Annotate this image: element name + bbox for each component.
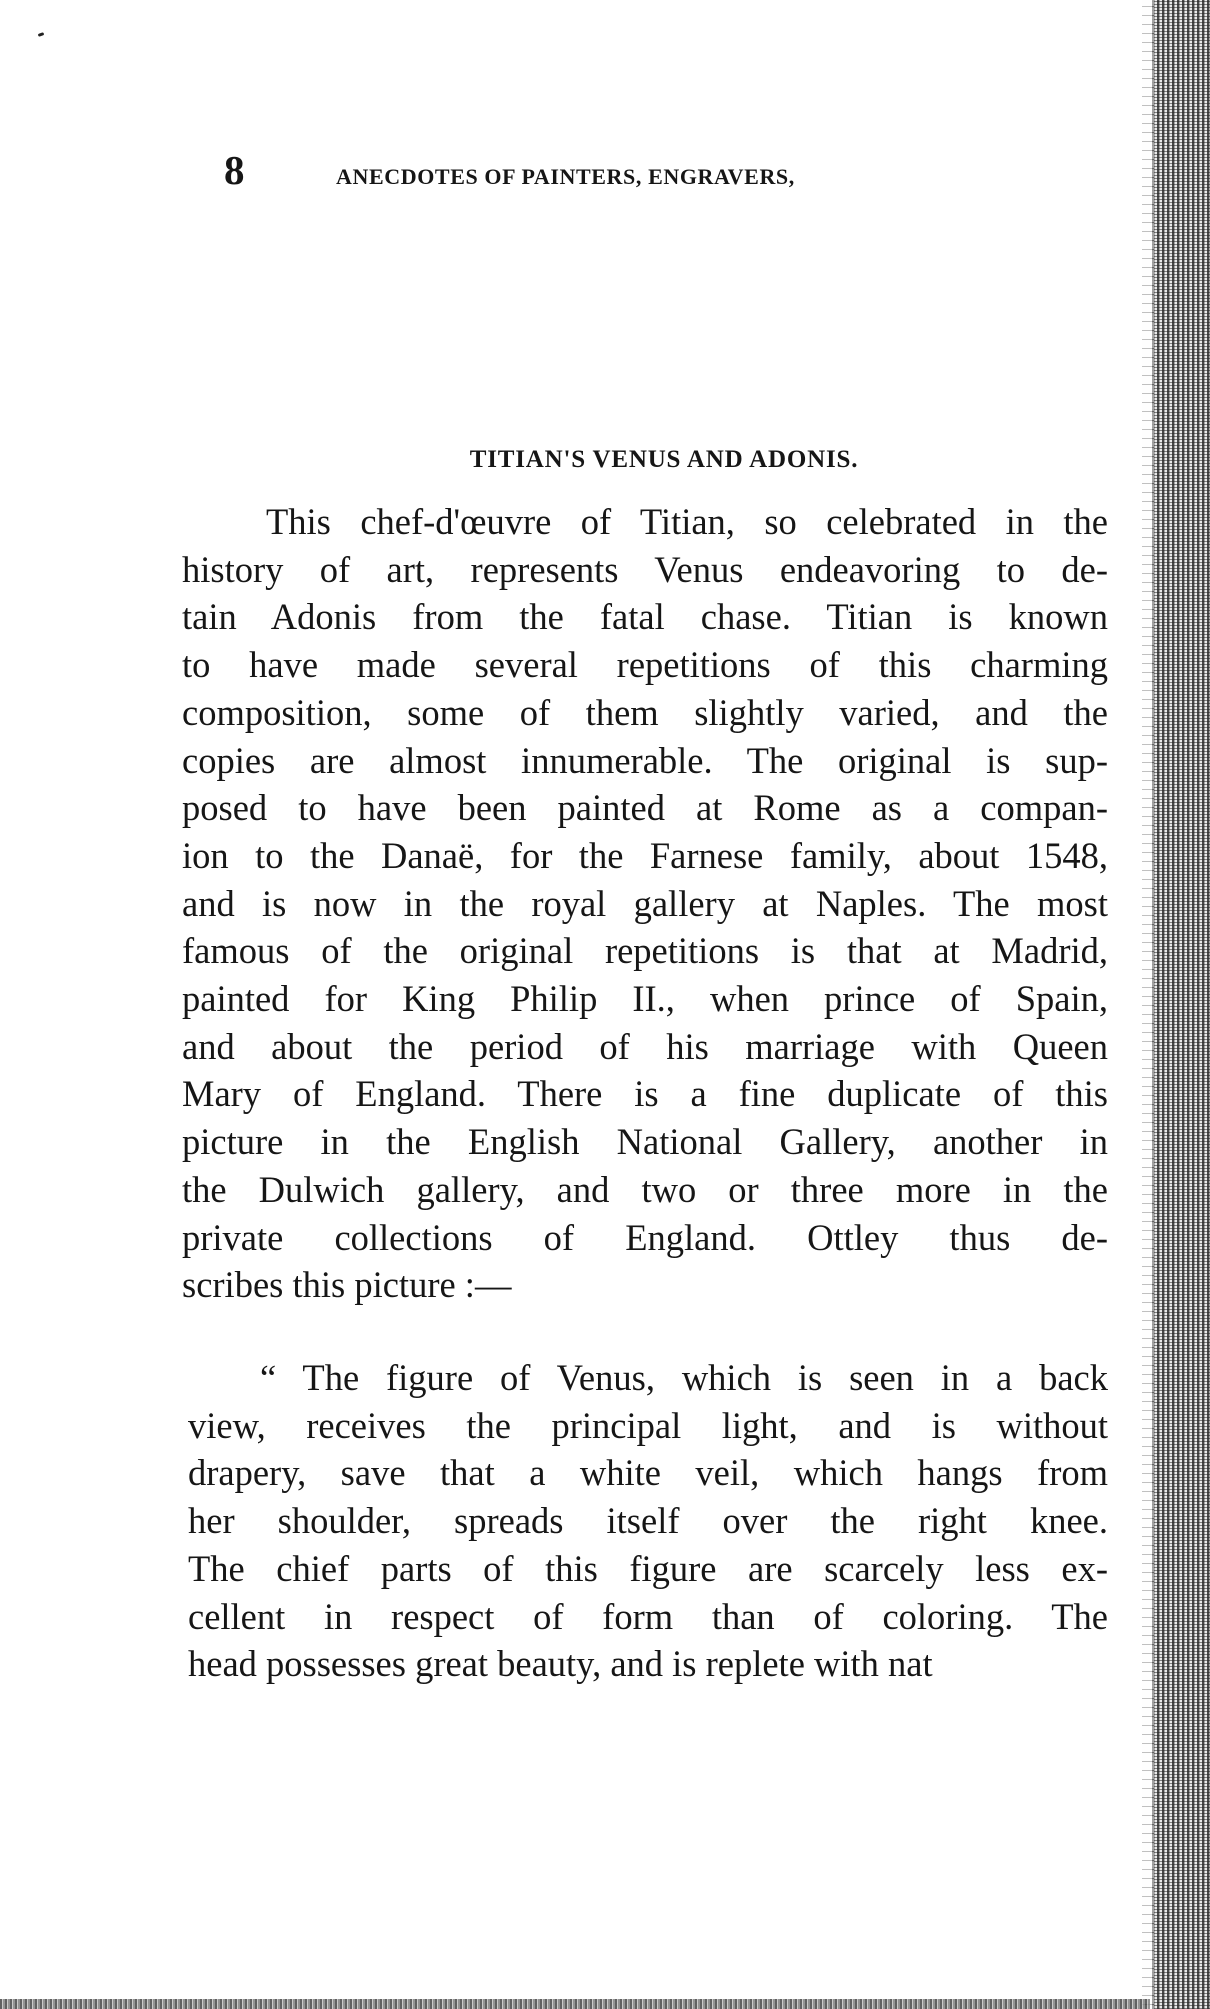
text-line: tain Adonis from the fatal chase. Titian is known [182, 596, 1108, 638]
text-line: and is now in the royal gallery at Naples. The most [182, 882, 1108, 924]
scan-speck [38, 32, 45, 37]
text-line: posed to have been painted at Rome as a compan- [182, 787, 1108, 829]
text-line: painted for King Philip II., when prince of Spain, [182, 978, 1108, 1020]
main-paragraph [182, 498, 1108, 1309]
text-line: view, receives the principal light, and is without [188, 1404, 1108, 1446]
quote-paragraph [188, 1354, 1108, 1688]
page-edge-bottom [0, 1999, 1150, 2009]
text-line: her shoulder, spreads itself over the right knee. [188, 1500, 1108, 1542]
text-line: scribes this picture :— [182, 1264, 512, 1306]
running-title: ANECDOTES OF PAINTERS, ENGRAVERS, [336, 164, 795, 189]
section-title: TITIAN'S VENUS AND ADONIS. [469, 446, 859, 473]
text-line: cellent in respect of form than of coloring. The [188, 1595, 1108, 1637]
text-line: ion to the Danaë, for the Farnese family, about 1548, [182, 834, 1108, 876]
text-line: copies are almost innumerable. The original is sup- [182, 739, 1108, 781]
text-line: to have made several repetitions of this charming [182, 644, 1108, 686]
page-edge-right [1152, 0, 1210, 2009]
text-line: the Dulwich gallery, and two or three more in the [182, 1168, 1108, 1210]
text-line: famous of the original repetitions is that at Madrid, [182, 930, 1108, 972]
running-head [224, 146, 984, 196]
text-line: and about the period of his marriage with Queen [182, 1025, 1108, 1067]
text-line: “ The figure of Venus, which is seen in a back [260, 1357, 1108, 1398]
text-line: head possesses great beauty, and is replete with nat [188, 1643, 933, 1685]
text-line: Mary of England. There is a fine duplicate of this [182, 1073, 1108, 1115]
page-number: 8 [224, 147, 245, 193]
text-line: history of art, represents Venus endeavoring to de- [182, 548, 1108, 590]
text-line: picture in the English National Gallery, another in [182, 1121, 1108, 1163]
text-line: private collections of England. Ottley thus de- [182, 1216, 1108, 1258]
text-line: composition, some of them slightly varied, and the [182, 691, 1108, 733]
text-line: drapery, save that a white veil, which hangs from [188, 1452, 1108, 1494]
text-line: This chef-d'œuvre of Titian, so celebrated in the [266, 501, 1108, 542]
text-line: The chief parts of this figure are scarcely less ex- [188, 1547, 1108, 1589]
